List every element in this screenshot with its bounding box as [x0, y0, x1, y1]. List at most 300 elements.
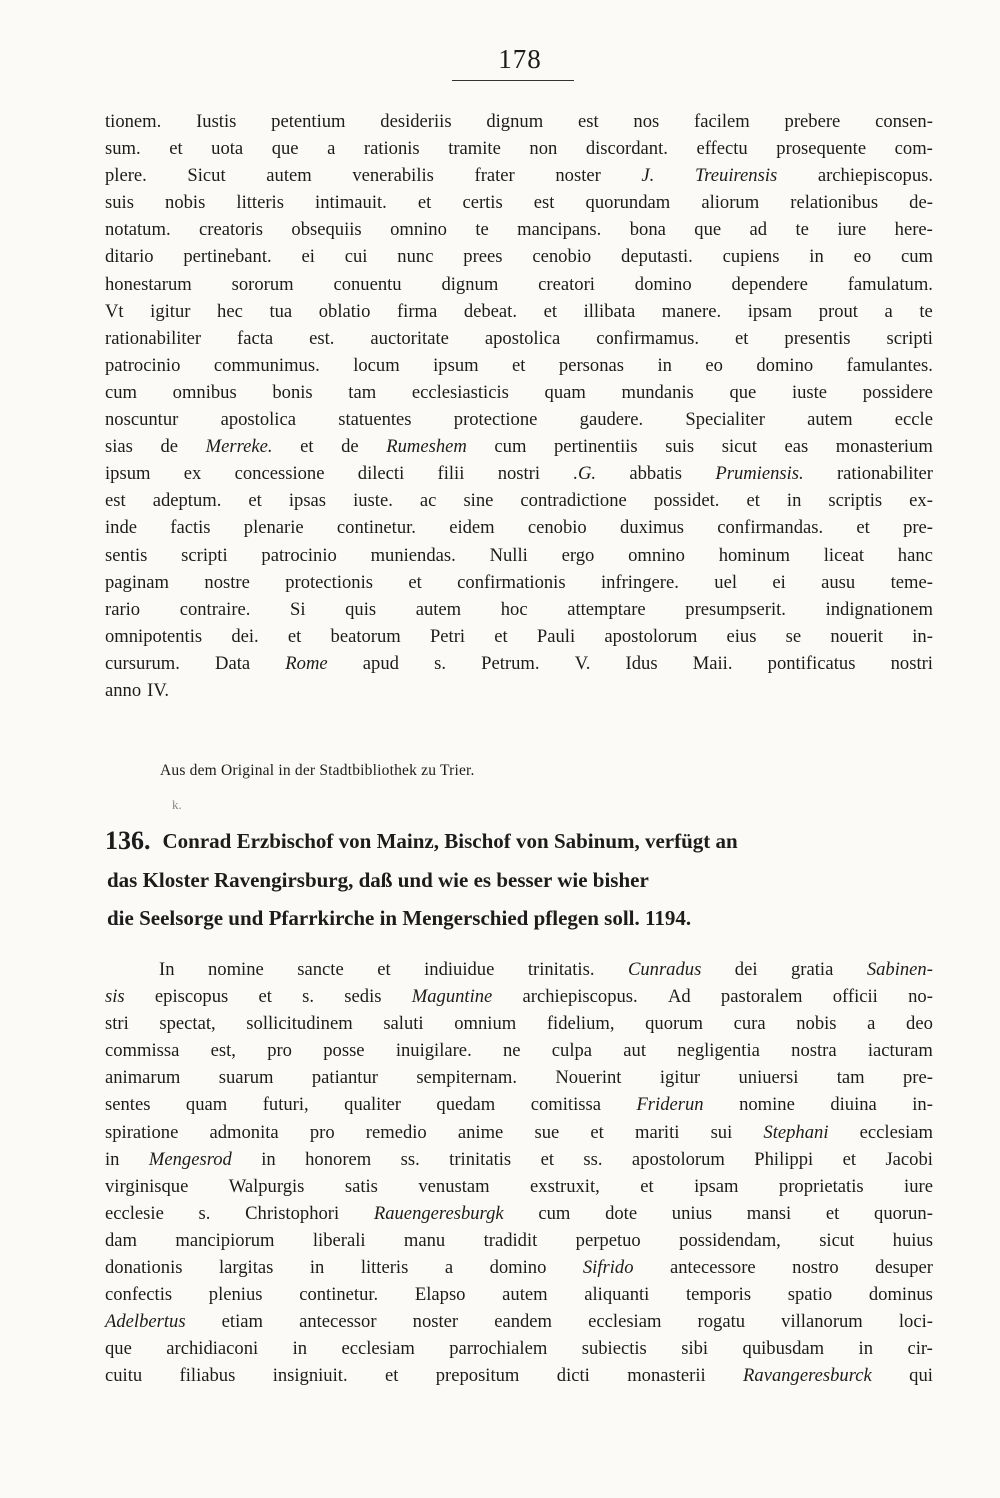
word: nostra — [791, 1040, 837, 1062]
word: duximus — [619, 517, 685, 539]
text-line — [105, 1281, 933, 1308]
word: omnino — [390, 219, 447, 241]
text-line — [105, 379, 933, 406]
word: in — [657, 354, 672, 376]
word: fidelium, — [546, 1013, 615, 1035]
word: rationis — [363, 138, 420, 160]
word: nunc — [397, 246, 434, 268]
word: monasterii — [627, 1365, 706, 1387]
word: est — [533, 192, 555, 214]
text-line — [105, 216, 933, 243]
word: Prumiensis. — [715, 463, 804, 485]
text-line — [105, 514, 933, 541]
word: ei — [772, 571, 786, 593]
word: eandem — [494, 1311, 553, 1333]
word: dicti — [556, 1365, 590, 1387]
word: cum — [900, 246, 933, 268]
word: mansi — [746, 1202, 792, 1224]
word: abbatis — [629, 463, 683, 485]
word: In — [159, 959, 175, 980]
heading-line — [105, 822, 933, 861]
word: ei — [301, 246, 315, 268]
word: et — [746, 490, 760, 512]
word: Specialiter — [685, 409, 765, 431]
word: obsequiis — [291, 219, 362, 241]
word: tua — [269, 300, 293, 322]
word: plenius — [208, 1284, 263, 1306]
word: eius — [726, 625, 757, 647]
word: aliorum — [701, 192, 760, 214]
source-note: Aus dem Original in der Stadtbibliothek zu Trier. — [160, 762, 475, 779]
word: desideriis — [380, 111, 452, 132]
word: Jacobi — [885, 1148, 933, 1170]
word: ecclesiam — [341, 1338, 415, 1360]
word: Walpurgis — [228, 1175, 305, 1197]
word: sicut — [819, 1229, 855, 1251]
word: ergo — [561, 544, 595, 566]
word: cura — [733, 1013, 766, 1035]
word: nostro — [792, 1257, 839, 1279]
word: domino — [634, 273, 692, 295]
word: qui — [909, 1365, 933, 1387]
text-line — [105, 1119, 933, 1146]
word: prepositum — [435, 1365, 520, 1387]
word: commissa — [105, 1040, 180, 1062]
word: continetur. — [299, 1284, 379, 1306]
word: cuitu — [105, 1365, 143, 1387]
word: hec — [217, 300, 243, 322]
word: scriptis — [828, 490, 883, 512]
word: loci- — [898, 1311, 933, 1333]
word: V. — [574, 652, 591, 674]
word: cir- — [907, 1338, 933, 1360]
word: animarum — [105, 1067, 181, 1089]
word: te — [475, 219, 489, 241]
word: notatum. — [105, 219, 171, 241]
word: ausu — [821, 571, 856, 593]
word: inde — [105, 517, 138, 539]
word: in — [105, 1148, 120, 1170]
word: archidiaconi — [166, 1338, 259, 1360]
word: muniendas. — [370, 544, 456, 566]
word: pertinentiis — [554, 436, 638, 458]
word: et — [540, 1148, 554, 1170]
word: non — [529, 138, 558, 160]
word: Petrum. — [481, 652, 540, 674]
word: famulantes. — [846, 354, 933, 376]
word: eccle — [894, 409, 933, 431]
word: adeptum. — [152, 490, 222, 512]
word: a — [884, 300, 893, 322]
word: et — [377, 959, 391, 980]
word: ipsum — [433, 354, 479, 376]
word: rogatu — [697, 1311, 746, 1333]
word: mancipans. — [517, 219, 602, 241]
word: tradidit — [483, 1229, 538, 1251]
word: cursurum. — [105, 652, 180, 674]
word: illibata — [583, 300, 636, 322]
word: Nouerint — [555, 1067, 622, 1089]
word: eo — [853, 246, 872, 268]
word: cum — [538, 1202, 571, 1224]
word: attemptare — [567, 598, 646, 620]
word: patiantur — [311, 1067, 378, 1089]
word: venerabilis — [352, 165, 434, 187]
word: s. — [302, 986, 315, 1008]
word: confectis — [105, 1284, 173, 1306]
word: episcopus — [154, 986, 229, 1008]
word: contradictione — [520, 490, 627, 512]
word: here- — [894, 219, 933, 241]
word: in- — [912, 625, 933, 647]
word: anime — [457, 1121, 504, 1143]
word: in — [292, 1338, 308, 1360]
word: que — [694, 219, 722, 241]
text-line — [105, 325, 933, 352]
text-line — [105, 1362, 933, 1389]
word: suis — [665, 436, 695, 458]
word: inuigilare. — [395, 1040, 472, 1062]
word: quis — [345, 598, 377, 620]
word: frater — [474, 165, 515, 187]
word: sancte — [297, 959, 344, 980]
text-line — [105, 1254, 933, 1281]
word: diuina — [830, 1094, 877, 1116]
word: cenobio — [527, 517, 587, 539]
text-line — [105, 596, 933, 623]
word: suis — [105, 192, 134, 214]
word: parrochialem — [449, 1338, 548, 1360]
word: quorun- — [874, 1202, 933, 1224]
word: omnino — [628, 544, 685, 566]
word: bona — [629, 219, 666, 241]
word: IV. — [147, 679, 170, 701]
word: Idus — [625, 652, 658, 674]
word: ecclesiasticis — [411, 381, 509, 403]
word: infringere. — [600, 571, 679, 593]
word: sum. — [105, 138, 141, 160]
word: uel — [714, 571, 737, 593]
word: autem — [502, 1284, 548, 1306]
word: quam — [185, 1094, 228, 1116]
word: sentis — [105, 544, 148, 566]
word: insigniuit. — [272, 1365, 348, 1387]
word: cum — [105, 381, 138, 403]
word: indiuidue — [424, 959, 495, 980]
word: sias — [105, 436, 133, 458]
word: tam — [836, 1067, 865, 1089]
word: est — [105, 490, 126, 512]
word: locum — [353, 354, 400, 376]
word: a — [444, 1257, 454, 1279]
word: dilecti — [357, 463, 405, 485]
word: spectat, — [159, 1013, 216, 1035]
text-line — [105, 1146, 933, 1173]
word: effectu — [696, 138, 748, 160]
word: dei — [734, 959, 758, 980]
word: sine — [463, 490, 494, 512]
word: oblatio — [318, 300, 371, 322]
word: eidem — [449, 517, 495, 539]
word: rationabiliter — [105, 327, 202, 349]
word: paginam — [105, 571, 170, 593]
text-line — [105, 135, 933, 162]
word: pro — [267, 1040, 292, 1062]
word: filiabus — [179, 1365, 236, 1387]
word: eo — [705, 354, 723, 376]
word: iure — [837, 219, 867, 241]
text-line — [105, 243, 933, 270]
word: ditario — [105, 246, 154, 268]
word: possidere — [862, 381, 933, 403]
word: Iustis — [196, 111, 237, 132]
word: quorum — [645, 1013, 703, 1035]
text-line — [105, 1010, 933, 1037]
word: gaudere. — [579, 409, 644, 431]
word: apostolorum — [604, 625, 698, 647]
word: prout — [818, 300, 858, 322]
word: monasterium — [835, 436, 933, 458]
word: manere. — [661, 300, 722, 322]
word: consen- — [875, 111, 933, 132]
text-line — [105, 1200, 933, 1227]
word: Si — [290, 598, 306, 620]
text-line — [105, 1173, 933, 1200]
text-line — [105, 1335, 933, 1362]
word: ne — [502, 1040, 521, 1062]
word: ipsas — [288, 490, 327, 512]
word: Cunradus — [627, 959, 702, 980]
word: antecessor — [299, 1311, 377, 1333]
word: liberali — [312, 1229, 366, 1251]
text-line — [105, 650, 933, 677]
word: Elapso — [414, 1284, 466, 1306]
text-line — [105, 677, 933, 704]
word: patrocinio — [105, 354, 181, 376]
word: iuste — [791, 381, 828, 403]
word: nomine — [207, 959, 264, 980]
word: sororum — [231, 273, 294, 295]
word: auctoritate — [370, 327, 449, 349]
word: ecclesie — [105, 1202, 164, 1224]
word: eas — [784, 436, 809, 458]
word: Nulli — [489, 544, 528, 566]
word: hominum — [718, 544, 790, 566]
word: dignum — [486, 111, 544, 132]
word: apud — [362, 652, 399, 674]
word: ipsum — [105, 463, 151, 485]
word: pre- — [903, 1067, 933, 1089]
heading-title-line-1: Conrad Erzbischof von Mainz, Bischof von Sabinum, verfügt an — [162, 829, 738, 853]
word: nostri — [497, 463, 541, 485]
word: aliquanti — [584, 1284, 650, 1306]
word: trinitatis. — [527, 959, 595, 980]
word: sis — [105, 986, 125, 1008]
word: ss. — [583, 1148, 603, 1170]
word: omnibus — [172, 381, 237, 403]
word: est, — [210, 1040, 236, 1062]
word: Stephani — [763, 1121, 829, 1143]
word: uniuersi — [738, 1067, 799, 1089]
word: indignationem — [825, 598, 933, 620]
word: Sabinen- — [866, 959, 933, 980]
word: futuri, — [262, 1094, 309, 1116]
word: Data — [215, 652, 251, 674]
word: dominus — [868, 1284, 933, 1306]
word: aut — [623, 1040, 647, 1062]
word: conuentu — [333, 273, 402, 295]
word: confirmationis — [457, 571, 566, 593]
word: igitur — [659, 1067, 701, 1089]
word: bonis — [272, 381, 313, 403]
word: uota — [211, 138, 244, 160]
word: Maguntine — [411, 986, 493, 1008]
word: huius — [892, 1229, 933, 1251]
header-rule — [452, 80, 574, 81]
word: et — [590, 1121, 604, 1143]
word: relationibus — [790, 192, 879, 214]
word: tam — [348, 381, 377, 403]
word: confirmandas. — [717, 517, 824, 539]
word: nostri — [890, 652, 933, 674]
word: s. — [434, 652, 446, 674]
word: domino — [489, 1257, 547, 1279]
word: proprietatis — [778, 1175, 864, 1197]
word: com- — [894, 138, 933, 160]
word: iure — [904, 1175, 933, 1197]
word: te — [919, 300, 933, 322]
word: quam — [544, 381, 586, 403]
word: teme- — [890, 571, 933, 593]
word: pastoralem — [720, 986, 803, 1008]
word: de — [160, 436, 179, 458]
heading-title-line-2: das Kloster Ravengirsburg, daß und wie es besser wie bisher — [107, 867, 649, 892]
word: et — [543, 300, 557, 322]
word: que — [271, 138, 299, 160]
word: Pauli — [536, 625, 576, 647]
word: protectione — [453, 409, 538, 431]
word: stri — [105, 1013, 129, 1035]
word: plere. — [105, 165, 147, 187]
word: noster — [555, 165, 601, 187]
word: sedis — [344, 986, 382, 1008]
word: satis — [344, 1175, 378, 1197]
word: prosequente — [776, 138, 867, 160]
word: que — [729, 381, 757, 403]
word: in — [261, 1148, 276, 1170]
word: Vt — [105, 300, 124, 322]
word: apostolica — [484, 327, 561, 349]
text-line — [105, 487, 933, 514]
word: trinitatis — [449, 1148, 512, 1170]
word: Treuirensis — [694, 165, 778, 187]
text-line — [105, 460, 933, 487]
word: Merreke. — [205, 436, 273, 458]
word: confirmamus. — [596, 327, 700, 349]
word: concessione — [234, 463, 325, 485]
word: in — [786, 490, 802, 512]
word: que — [105, 1338, 132, 1360]
word: ecclesiam — [588, 1311, 662, 1333]
word: litteris — [236, 192, 284, 214]
charter-136-text — [105, 956, 933, 1390]
word: continetur. — [336, 517, 416, 539]
word: certis — [462, 192, 503, 214]
word: largitas — [218, 1257, 274, 1279]
document-number: 136. — [105, 826, 151, 855]
word: possidendam, — [679, 1229, 781, 1251]
word: et — [735, 327, 749, 349]
word: in — [858, 1338, 874, 1360]
word: ipsam — [747, 300, 793, 322]
text-line — [105, 352, 933, 379]
word: deo — [906, 1013, 933, 1035]
word: contraire. — [179, 598, 251, 620]
word: litteris — [360, 1257, 409, 1279]
word: de — [341, 436, 359, 458]
word: quedam — [436, 1094, 496, 1116]
word: Maii. — [692, 652, 733, 674]
word: hanc — [897, 544, 933, 566]
text-line — [105, 1064, 933, 1091]
word: facta — [237, 327, 274, 349]
word: etiam — [221, 1311, 263, 1333]
word: sui — [710, 1121, 733, 1143]
word: remedio — [365, 1121, 427, 1143]
heading-title-line-3: die Seelsorge und Pfarrkirche in Mengerschied pflegen soll. 1194. — [107, 906, 692, 930]
word: mundanis — [621, 381, 694, 403]
word: pro — [309, 1121, 335, 1143]
page-number: 178 — [498, 44, 542, 74]
word: mancipiorum — [175, 1229, 275, 1251]
text-line — [105, 1308, 933, 1335]
word: prees — [463, 246, 503, 268]
word: iacturam — [867, 1040, 933, 1062]
word: creatoris — [199, 219, 264, 241]
word: Sicut — [187, 165, 226, 187]
word: facilem — [694, 111, 750, 132]
word: subiectis — [581, 1338, 647, 1360]
word: et — [408, 571, 422, 593]
text-line — [105, 433, 933, 460]
word: J. — [641, 165, 655, 187]
word: nobis — [796, 1013, 837, 1035]
word: desuper — [875, 1257, 933, 1279]
word: in- — [912, 1094, 933, 1116]
word: Philippi — [754, 1148, 814, 1170]
word: ad — [749, 219, 768, 241]
word: famulatum. — [847, 273, 933, 295]
word: archiepiscopus. — [522, 986, 638, 1008]
margin-mark: k. — [172, 797, 182, 812]
word: honorem — [305, 1148, 372, 1170]
word: presentis — [784, 327, 851, 349]
word: omnium — [454, 1013, 517, 1035]
word: de- — [909, 192, 933, 214]
word: tionem. — [105, 111, 162, 132]
word: prebere — [784, 111, 841, 132]
word: protectionis — [285, 571, 373, 593]
word: sollicitudinem — [246, 1013, 353, 1035]
word: Sifrido — [582, 1257, 634, 1279]
word: spatio — [787, 1284, 833, 1306]
word: Ad — [667, 986, 691, 1008]
word: et — [640, 1175, 654, 1197]
word: sue — [534, 1121, 560, 1143]
word: ex — [183, 463, 202, 485]
word: noscuntur — [105, 409, 179, 431]
word: ac — [419, 490, 437, 512]
